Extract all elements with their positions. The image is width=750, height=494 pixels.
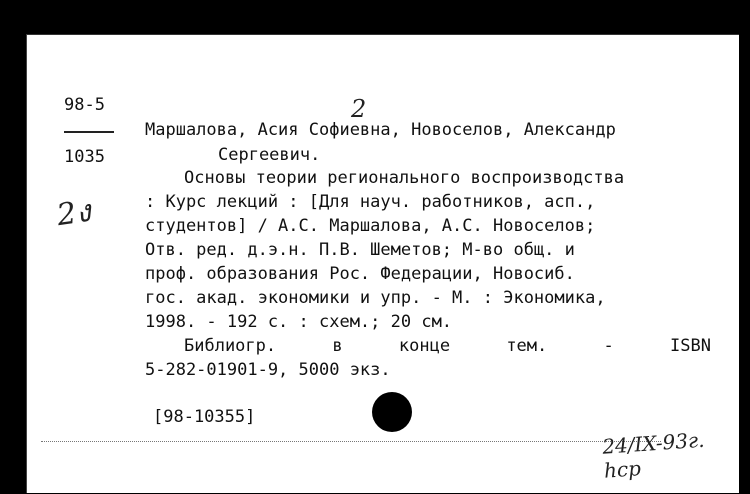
biblio-word: Библиогр. bbox=[184, 336, 277, 356]
body-line-7: 1998. - 192 с. : схем.; 20 см. bbox=[145, 312, 453, 332]
call-number-bottom: 1035 bbox=[64, 147, 105, 167]
handwritten-2: 2 bbox=[351, 95, 367, 123]
biblio-line bbox=[184, 334, 711, 359]
biblio-word: в bbox=[332, 336, 343, 356]
biblio-word: - bbox=[603, 336, 614, 356]
biblio-word: конце bbox=[398, 336, 451, 356]
biblio-word: ISBN bbox=[670, 336, 711, 356]
handwritten-mark: 2ง bbox=[54, 193, 94, 234]
body-line-4: Отв. ред. д.э.н. П.В. Шеметов; М-во общ. и bbox=[145, 240, 575, 260]
call-number-rule bbox=[64, 131, 114, 133]
body-line-6: гос. акад. экономики и упр. - М. : Экономика, bbox=[145, 288, 606, 308]
body-line-5: проф. образования Рос. Федерации, Новосиб. bbox=[145, 264, 575, 284]
heading-line-1: Маршалова, Асия Софиевна, Новоселов, Александр bbox=[145, 120, 616, 140]
heading-line-2: Сергеевич. bbox=[218, 145, 321, 165]
dotted-rule bbox=[41, 441, 661, 442]
call-number-top: 98-5 bbox=[64, 95, 105, 115]
handwritten-date: 24/IX-93г. hcp bbox=[601, 427, 706, 483]
body-line-1: Основы теории регионального воспроизводства bbox=[184, 168, 625, 188]
isbn-line: 5-282-01901-9, 5000 экз. bbox=[145, 360, 391, 380]
body-line-3: студентов] / А.С. Маршалова, А.С. Новоселов; bbox=[145, 216, 596, 236]
body-line-2: : Курс лекций : [Для науч. работников, асп., bbox=[145, 192, 596, 212]
biblio-word: тем. bbox=[506, 336, 548, 356]
catalog-card bbox=[26, 34, 739, 493]
punch-hole bbox=[372, 392, 412, 432]
record-number: [98-10355] bbox=[153, 407, 256, 427]
